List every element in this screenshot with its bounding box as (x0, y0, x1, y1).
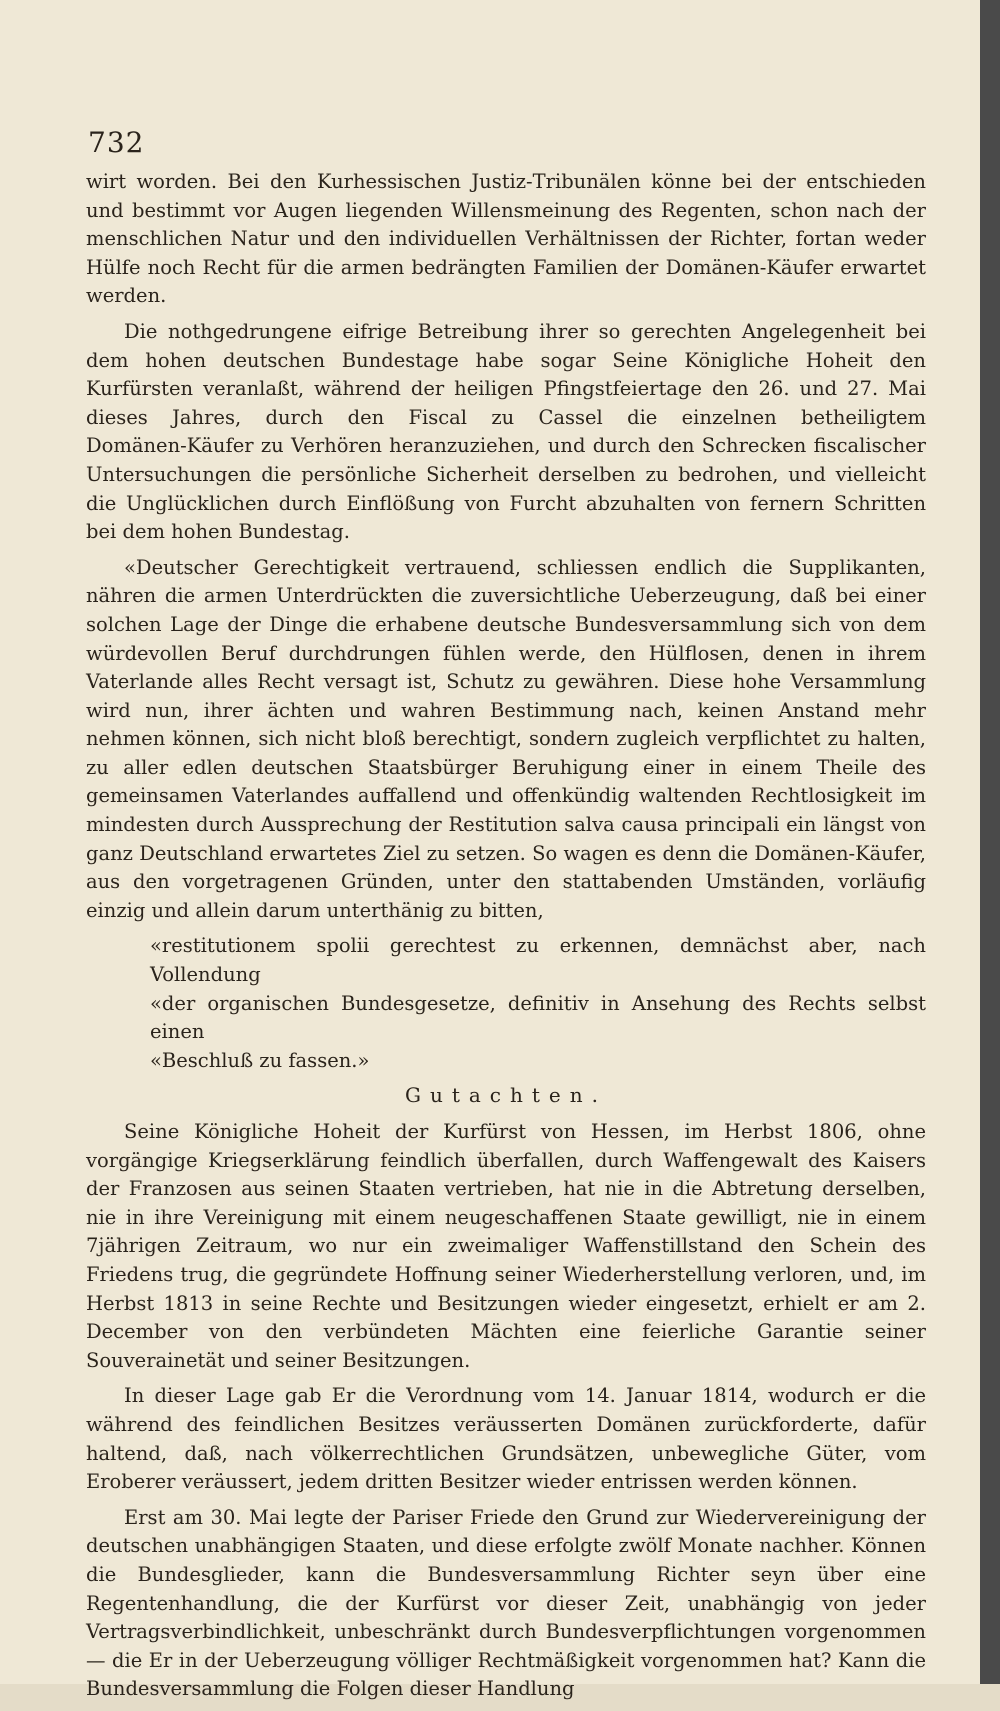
body-text (86, 168, 926, 1704)
page-number: 732 (88, 126, 145, 159)
section-heading: Gutachten. (404, 1083, 607, 1108)
quote-line-1: «restitutionem spolii gerechtest zu erkennen, demnächst aber, nach Vollendung (150, 934, 926, 987)
paragraph-5: In dieser Lage gab Er die Verordnung vom 14. Januar 1814, wodurch er die während des feindlichen Besitzes veräusserten Domänen zurückforderte, dafür haltend, daß, nach völkerrechtlichen Grundsätzen, unbewegliche Güter, vom Eroberer veräussert, jedem dritten Besitzer wieder entrissen werden können. (86, 1384, 926, 1494)
page-content (86, 128, 926, 1711)
paragraph-1: wirt worden. Bei den Kurhessischen Justiz‑Tribunälen könne bei der entschieden und bestimmt vor Augen liegenden Willensmeinung des Regenten, schon nach der menschlichen Natur und den individuellen Verhältnissen der Richter, fortan weder Hülfe noch Recht für die armen bedrängten Familien der Domänen‑Käufer erwartet werden. (86, 170, 926, 308)
paragraph-2: Die nothgedrungene eifrige Betreibung ihrer so gerechten Angelegenheit bei dem hohen deutschen Bundestage habe sogar Seine Königliche Hoheit den Kurfürsten veranlaßt, während der heiligen Pfingstfeiertage den 26. und 27. Mai dieses Jahres, durch den Fiscal zu Cassel die einzelnen betheiligtem Domänen‑Käufer zu Verhören heranzuziehen, und durch den Schrecken fiscalischer Untersuchungen die persönliche Sicherheit derselben zu bedrohen, und vielleicht die Unglücklichen durch Einflößung von Furcht abzuhalten von fernern Schritten bei dem hohen Bundestag. (86, 319, 926, 544)
paragraph-6: Erst am 30. Mai legte der Pariser Friede den Grund zur Wiedervereinigung der deutschen unabhängigen Staaten, und diese erfolgte zwölf Monate nachher. Können die Bundesglieder, kann die Bundesversammlung Richter seyn über eine Regentenhandlung, die der Kurfürst vor dieser Zeit, unabhängig von jeder Vertragsverbindlichkeit, unbeschränkt durch Bundesverpflichtungen vorgenommen — die Er in der Ueberzeugung völliger Rechtmäßigkeit vorgenommen hat? Kann die Bundesversammlung die Folgen dieser Handlung (86, 1505, 926, 1701)
quote-line-2: «der organischen Bundesgesetze, definitiv in Ansehung des Rechts selbst einen (150, 991, 926, 1044)
paragraph-4: Seine Königliche Hoheit der Kurfürst von Hessen, im Herbst 1806, ohne vorgängige Kriegserklärung feindlich überfallen, durch Waffengewalt des Kaisers der Franzosen aus seinen Staaten vertrieben, hat nie in die Abtretung derselben, nie in ihre Vereinigung mit einem neugeschaffenen Staate gewilligt, nie in einem 7jährigen Zeitraum, wo nur ein zweimaliger Waffenstillstand den Schein des Friedens trug, die gegründete Hoffnung seiner Wiederherstellung verloren, und, im Herbst 1813 in seine Rechte und Besitzungen wieder eingesetzt, erhielt er am 2. December von den verbündeten Mächten eine feierliche Garantie seiner Souverainetät und seiner Besitzungen. (86, 1120, 926, 1372)
quote-line-3: «Beschluß zu fassen.» (150, 1048, 370, 1072)
paragraph-3: «Deutscher Gerechtigkeit vertrauend, schliessen endlich die Supplikanten, nähren die armen Unterdrückten die zuversichtliche Ueberzeugung, daß bei einer solchen Lage der Dinge die erhabene deutsche Bundesversammlung sich von dem würdevollen Beruf durchdrungen fühlen werde, den Hülflosen, denen in ihrem Vaterlande alles Recht versagt ist, Schutz zu gewähren. Diese hohe Versammlung wird nun, ihrer ächten und wahren Bestimmung nach, keinen Anstand mehr nehmen können, sich nicht bloß berechtigt, sondern zugleich verpflichtet zu halten, zu aller edlen deutschen Staatsbürger Beruhigung einer in einem Theile des gemeinsamen Vaterlandes auffallend und offenkündig waltenden Rechtlosigkeit im mindesten durch Aussprechung der Restitution salva causa principali ein längst von ganz Deutschland erwartetes Ziel zu setzen. So wagen es denn die Domänen‑Käufer, aus den vorgetragenen Gründen, unter den stattabenden Umständen, vorläufig einzig und allein darum unterthänig zu bitten, (86, 555, 926, 922)
petition-quote (150, 932, 926, 1075)
